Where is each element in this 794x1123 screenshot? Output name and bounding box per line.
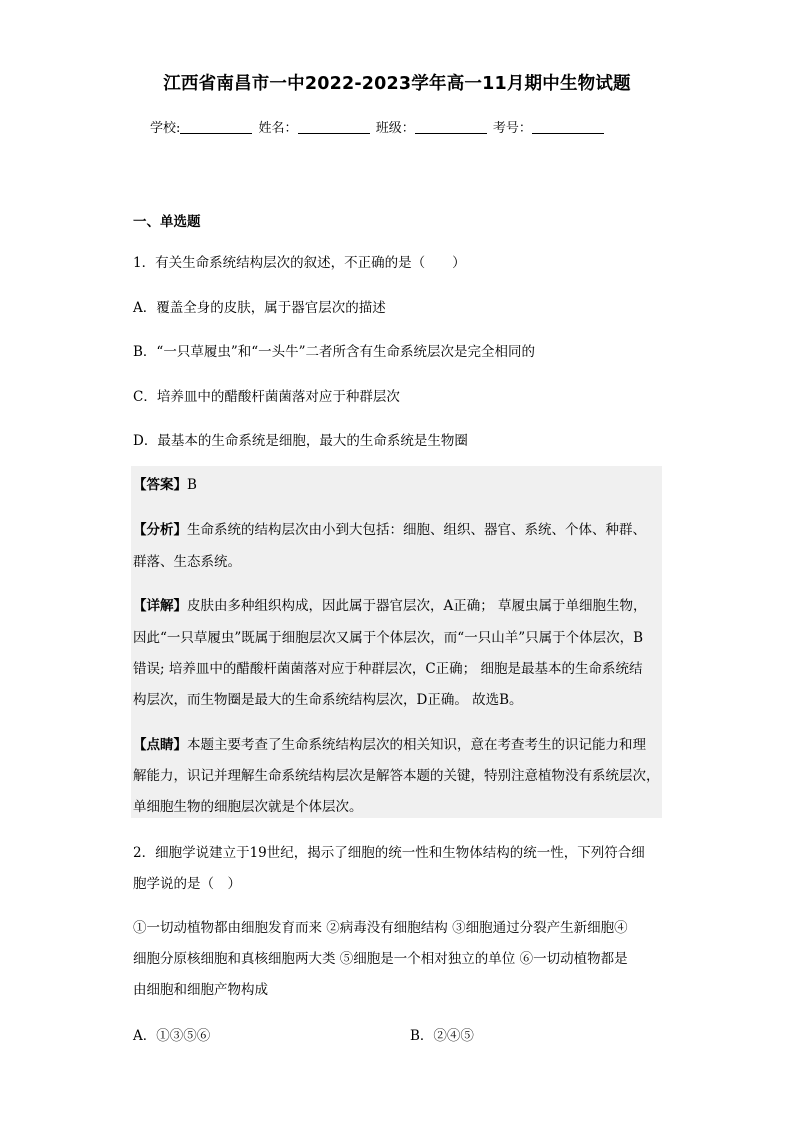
q1-option-a: A．覆盖全身的皮肤，属于器官层次的描述	[133, 300, 386, 316]
q1-analysis-line: 群落、生态系统。	[133, 554, 241, 570]
analysis-text: 生命系统的结构层次由小到大包括：细胞、组织、器官、系统、个体、种群、	[187, 522, 646, 538]
q1-option-b: B．“一只草履虫”和“一头牛”二者所含有生命系统层次是完全相同的	[133, 344, 536, 360]
q1-detail-line: 构层次，而生物圈是最大的生命系统结构层次，D正确。 故选B。	[133, 692, 523, 708]
q2-statement-line: ①一切动植物都由细胞发育而来 ②病毒没有细胞结构 ③细胞通过分裂产生新细胞④	[133, 920, 628, 936]
answer-value: B	[187, 477, 197, 493]
id-label: 考号：	[492, 121, 532, 136]
student-info-line	[150, 117, 606, 136]
q1-answer	[133, 473, 197, 493]
answer-tag: 【答案】	[133, 477, 187, 493]
q1-stem: 1．有关生命系统结构层次的叙述，不正确的是（ ）	[133, 255, 466, 271]
q1-detail-line	[133, 594, 647, 614]
q2-option-a: A．①③⑤⑥	[133, 1028, 211, 1044]
q2-stem-line: 2．细胞学说建立于19世纪，揭示了细胞的统一性和生物体结构的统一性，下列符合细	[133, 845, 645, 861]
q1-comment-line	[133, 733, 646, 753]
section-heading: 一、单选题	[133, 214, 201, 230]
page-title: 江西省南昌市一中2022-2023学年高一11月期中生物试题	[163, 74, 631, 94]
q2-statement-line: 细胞分原核细胞和真核细胞两大类 ⑤细胞是一个相对独立的单位 ⑥一切动植物都是	[133, 951, 628, 967]
q1-analysis-line	[133, 518, 646, 538]
detail-tag: 【详解】	[133, 598, 187, 614]
q1-option-d: D．最基本的生命系统是细胞，最大的生命系统是生物圈	[133, 433, 468, 449]
name-blank	[298, 120, 370, 134]
q2-option-b: B．②④⑤	[410, 1028, 474, 1044]
id-blank	[532, 120, 604, 134]
q1-option-c: C．培养皿中的醋酸杆菌菌落对应于种群层次	[133, 389, 400, 405]
class-label: 班级：	[375, 121, 415, 136]
q2-statement-line: 由细胞和细胞产物构成	[133, 982, 268, 998]
comment-text: 本题主要考查了生命系统结构层次的相关知识，意在考查考生的识记能力和理	[187, 737, 646, 753]
comment-tag: 【点睛】	[133, 737, 187, 753]
detail-text: 皮肤由多种组织构成，因此属于器官层次，A正确； 草履虫属于单细胞生物，	[187, 598, 647, 614]
q1-detail-line: 因此“一只草履虫”既属于细胞层次又属于个体层次，而“一只山羊”只属于个体层次，B	[133, 630, 644, 646]
q1-detail-line: 错误; 培养皿中的醋酸杆菌菌落对应于种群层次，C正确； 细胞是最基本的生命系统结	[133, 661, 643, 677]
name-label: 姓名：	[258, 121, 298, 136]
analysis-tag: 【分析】	[133, 522, 187, 538]
class-blank	[415, 120, 487, 134]
school-label: 学校:	[150, 121, 181, 136]
school-blank	[180, 120, 252, 134]
q1-comment-line: 解能力，识记并理解生命系统结构层次是解答本题的关键，特别注意植物没有系统层次，	[133, 768, 660, 784]
q1-comment-line: 单细胞生物的细胞层次就是个体层次。	[133, 799, 363, 815]
q2-stem-line: 胞学说的是（ ）	[133, 876, 241, 892]
